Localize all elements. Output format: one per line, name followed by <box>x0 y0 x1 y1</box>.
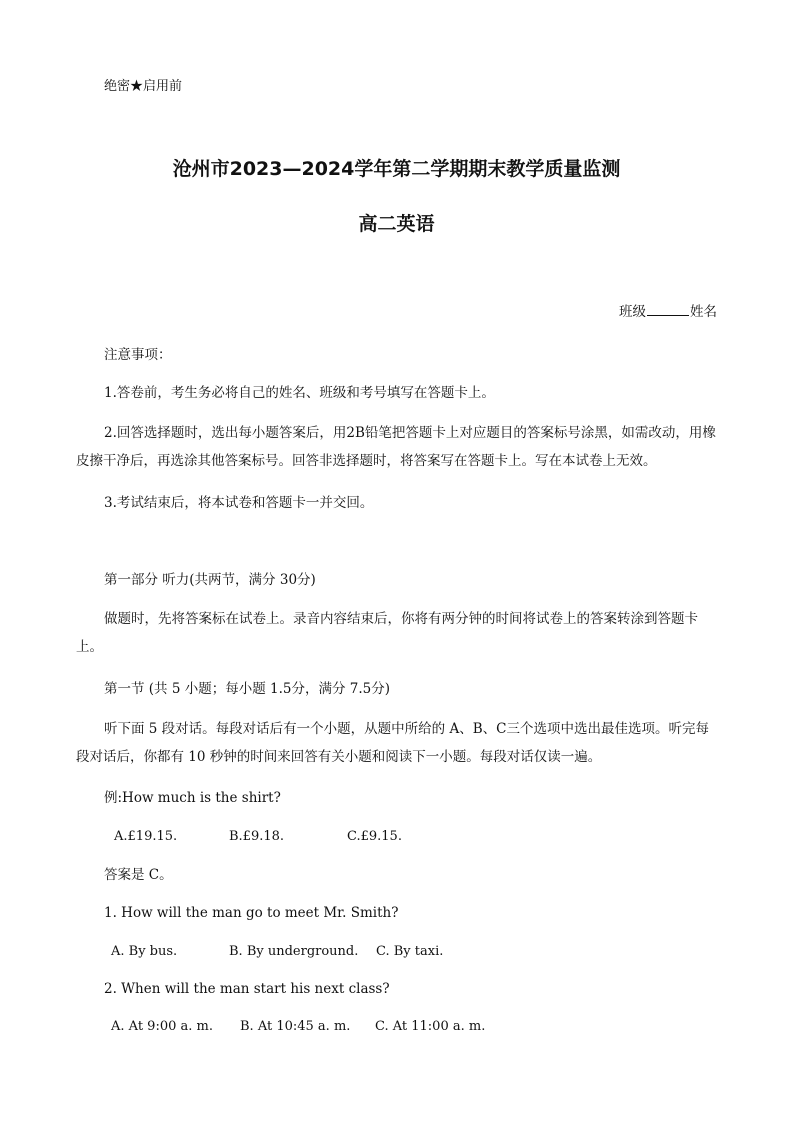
part1-instruction: 做题时，先将答案标在试卷上。录音内容结束后，你将有两分钟的时间将试卷上的答案转涂到答题卡上。 <box>76 611 698 655</box>
class-blank[interactable] <box>647 303 689 316</box>
part1-heading: 第一部分 听力(共两节，满分 30分) <box>104 572 316 588</box>
question-2-option-a: A. At 9:00 a. m. <box>111 1019 213 1034</box>
example-option-b: B.£9.18. <box>229 829 285 844</box>
name-label: 姓名 <box>690 304 717 320</box>
notice-item-1: 1.答卷前，考生务必将自己的姓名、班级和考号填写在答题卡上。 <box>104 385 495 401</box>
class-name-fields <box>619 303 717 321</box>
question-1: 1. How will the man go to meet Mr. Smith? <box>104 905 399 921</box>
example-option-a: A.£19.15. <box>114 829 178 844</box>
notice-item-3: 3.考试结束后，将本试卷和答题卡一并交回。 <box>104 495 374 511</box>
question-1-option-b: B. By underground. <box>229 944 359 959</box>
section1-instruction: 听下面 5 段对话。每段对话后有一个小题，从题中所给的 A、B、C三个选项中选出最佳选项。听完每段对话后，你都有 10 秒钟的时间来回答有关小题和阅读下一小题。每段对话仅读一遍。 <box>76 721 709 765</box>
example-option-c: C.£9.15. <box>347 829 402 844</box>
class-label: 班级 <box>619 304 646 320</box>
question-1-option-a: A. By bus. <box>111 944 178 959</box>
example-question: 例:How much is the shirt? <box>104 790 281 806</box>
question-2-option-c: C. At 11:00 a. m. <box>375 1019 486 1034</box>
question-2: 2. When will the man start his next class? <box>104 981 390 997</box>
question-2-option-b: B. At 10:45 a. m. <box>240 1019 351 1034</box>
notice-item-2: 2.回答选择题时，选出每小题答案后，用2B铅笔把答题卡上对应题目的答案标号涂黑，如需改动，用橡皮擦干净后，再选涂其他答案标号。回答非选择题时，将答案写在答题卡上。写在本试卷上无效。 <box>76 425 716 469</box>
example-answer: 答案是 C。 <box>104 867 173 883</box>
exam-title: 沧州市2023—2024学年第二学期期末教学质量监测 <box>172 158 621 180</box>
confidential-label: 绝密★启用前 <box>104 79 183 94</box>
question-1-option-c: C. By taxi. <box>376 944 444 959</box>
exam-subtitle: 高二英语 <box>358 213 435 235</box>
notice-heading: 注意事项： <box>104 347 172 363</box>
section1-heading: 第一节 (共 5 小题；每小题 1.5分，满分 7.5分) <box>104 681 391 697</box>
